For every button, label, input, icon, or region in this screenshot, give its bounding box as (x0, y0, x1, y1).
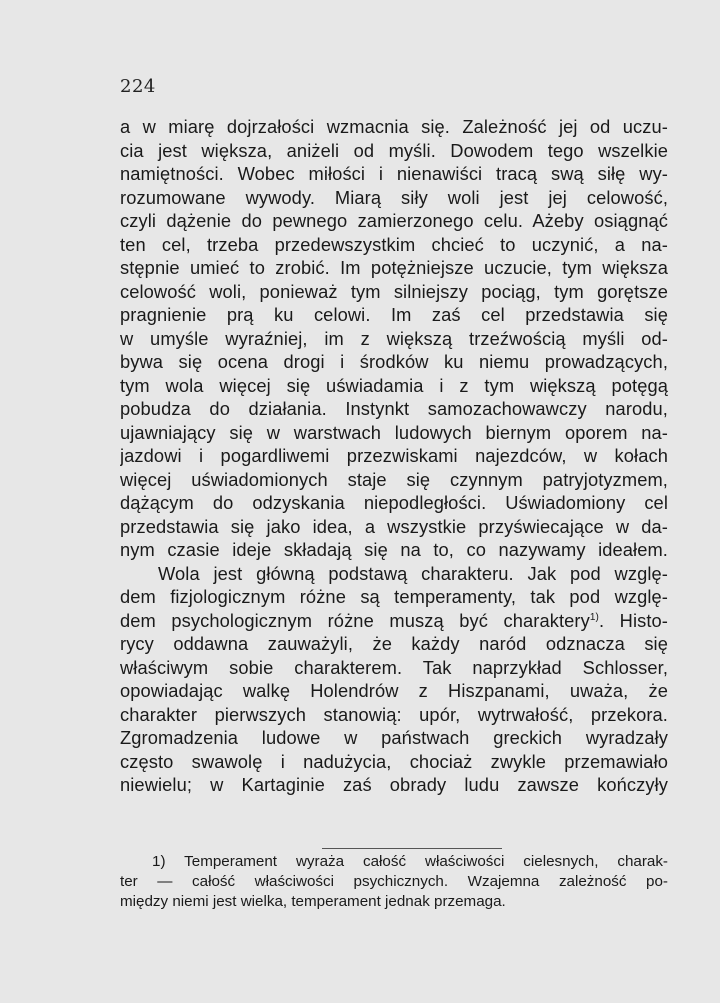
text-line: cia jest większa, aniżeli od myśli. Dowodem tego wszelkie (120, 139, 668, 161)
text-line: opowiadając walkę Holendrów z Hiszpanami, uważa, że (120, 680, 668, 701)
text-line: charakter pierwszych stanowią: upór, wytrwałość, przekora. (120, 703, 668, 725)
footnote (120, 852, 668, 912)
text-line: nym czasie ideje składają się na to, co nazywamy ideałem. (120, 539, 668, 560)
paragraph-start-line: Wola jest główną podstawą charakteru. Jak pod wzglę- (158, 562, 668, 584)
text-fragment: dem psychologicznym różne muszą być charaktery (120, 609, 590, 631)
text-line: ten cel, trzeba przedewszystkim chcieć to uczynić, a na- (120, 233, 668, 255)
text-line: przedstawia się jako idea, a wszystkie przyświecające w da- (120, 515, 668, 537)
text-line: pobudza do działania. Instynkt samozachowawczy narodu, (120, 398, 668, 419)
text-line: stępnie umieć to zrobić. Im potężniejsze uczucie, tym większa (120, 257, 668, 278)
text-line: właściwym sobie charakterem. Tak naprzykład Schlosser, (120, 656, 668, 678)
text-line: więcej uświadomionych staje się czynnym patryjotyzmem, (120, 468, 668, 490)
text-line: tym wola więcej się uświadamia i z tym większą potęgą (120, 374, 668, 396)
text-line: Zgromadzenia ludowe w państwach greckich wyradzały (120, 727, 668, 748)
text-line: namiętności. Wobec miłości i nienawiści tracą swą siłę wy- (120, 163, 668, 184)
text-line: bywa się ocena drogi i środków ku niemu prowadzących, (120, 351, 668, 372)
text-line: celowość woli, ponieważ tym silniejszy pociąg, tym gorętsze (120, 280, 668, 302)
footnote-line: 1) Temperament wyraża całość właściwości cielesnych, charak- (152, 853, 668, 870)
text-line: dem fizjologicznym różne są temperamenty, tak pod wzglę- (120, 586, 668, 607)
text-line: często swawolę i nadużycia, chociaż zwykle przemawiało (120, 750, 668, 772)
text-line: w umyśle wyraźniej, im z większą trzeźwością myśli od- (120, 327, 668, 349)
text-line: rozumowane wywody. Miarą siły woli jest jej celowość, (120, 186, 668, 208)
text-line: ujawniający się w warstwach ludowych biernym oporem na- (120, 421, 668, 443)
text-line: a w miarę dojrzałości wzmacnia się. Zależność jej od uczu- (120, 116, 668, 137)
text-line-with-footnote-ref (120, 609, 668, 633)
body-text (120, 115, 668, 797)
footnote-divider (322, 848, 502, 849)
text-line: jazdowi i pogardliwemi przezwiskami najezdców, w kołach (120, 445, 668, 466)
text-line: czyli dążenie do pewnego zamierzonego celu. Ażeby osiągnąć (120, 210, 668, 231)
footnote-line: ter — całość właściwości psychicznych. Wzajemna zależność po- (120, 873, 668, 890)
text-fragment: . Histo- (598, 609, 668, 631)
text-line: rycy oddawna zauważyli, że każdy naród odznacza się (120, 633, 668, 654)
footnote-line: między niemi jest wielka, temperament jednak przemaga. (120, 893, 506, 910)
footnote-marker: 1) (589, 611, 599, 623)
page-number: 224 (120, 76, 156, 97)
text-line: niewielu; w Kartaginie zaś obrady ludu zawsze kończyły (120, 774, 668, 795)
text-line: dążącym do odzyskania niepodległości. Uświadomiony cel (120, 492, 668, 513)
text-line: pragnienie prą ku celowi. Im zaś cel przedstawia się (120, 304, 668, 325)
